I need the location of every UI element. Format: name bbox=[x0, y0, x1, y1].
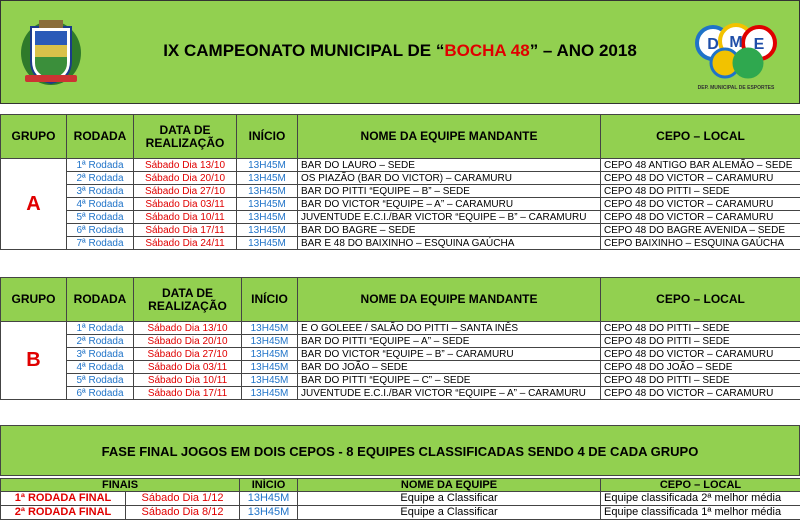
final-round-label: 2ª RODADA FINAL bbox=[1, 506, 126, 520]
col-data-header: DATA DE REALIZAÇÃO bbox=[134, 115, 237, 159]
final-round-label: 1ª RODADA FINAL bbox=[1, 492, 126, 506]
team-cell: BAR DO VICTOR “EQUIPE – B” – CARAMURU bbox=[298, 348, 601, 361]
rodada-cell: 4ª Rodada bbox=[67, 198, 134, 211]
col-grupo-header: GRUPO bbox=[1, 278, 67, 322]
rodada-cell: 1ª Rodada bbox=[67, 159, 134, 172]
col-finais-header: FINAIS bbox=[1, 479, 240, 492]
time-cell: 13H45M bbox=[237, 224, 298, 237]
team-cell: Equipe a Classificar bbox=[298, 506, 601, 520]
final-table bbox=[0, 478, 800, 520]
team-cell: BAR DO JOÃO – SEDE bbox=[298, 361, 601, 374]
col-cepo-header: CEPO – LOCAL bbox=[601, 278, 800, 322]
dme-letter-m: M bbox=[729, 34, 743, 51]
team-cell: BAR E 48 DO BAIXINHO – ESQUINA GAÚCHA bbox=[298, 237, 601, 250]
cepo-cell: CEPO BAIXINHO – ESQUINA GAÚCHA bbox=[601, 237, 800, 250]
table-row bbox=[1, 185, 800, 198]
cepo-cell: CEPO 48 DO PITTI – SEDE bbox=[601, 374, 800, 387]
dme-letter-e: E bbox=[753, 36, 765, 53]
rodada-cell: 2ª Rodada bbox=[67, 335, 134, 348]
title-highlight: BOCHA 48 bbox=[444, 41, 530, 60]
team-cell: BAR DO LAURO – SEDE bbox=[298, 159, 601, 172]
time-cell: 13H45M bbox=[242, 335, 298, 348]
group-b-header-row bbox=[1, 278, 800, 322]
page-title bbox=[1, 41, 799, 61]
table-row bbox=[1, 387, 800, 400]
date-cell: Sábado Dia 8/12 bbox=[126, 506, 240, 520]
table-row bbox=[1, 237, 800, 250]
team-cell: BAR DO PITTI “EQUIPE – A” – SEDE bbox=[298, 335, 601, 348]
cepo-cell: CEPO 48 DO VICTOR – CARAMURU bbox=[601, 348, 800, 361]
col-rodada-header: RODADA bbox=[67, 115, 134, 159]
final-row bbox=[1, 492, 800, 506]
time-cell: 13H45M bbox=[242, 322, 298, 335]
cepo-cell: CEPO 48 DO VICTOR – CARAMURU bbox=[601, 172, 800, 185]
title-suffix: ” – ANO 2018 bbox=[529, 41, 637, 60]
date-cell: Sábado Dia 10/11 bbox=[134, 374, 242, 387]
col-inicio-header: INÍCIO bbox=[240, 479, 298, 492]
table-row bbox=[1, 374, 800, 387]
cepo-cell: CEPO 48 DO PITTI – SEDE bbox=[601, 185, 800, 198]
group-b-body bbox=[1, 322, 800, 400]
cepo-cell: CEPO 48 DO VICTOR – CARAMURU bbox=[601, 198, 800, 211]
time-cell: 13H45M bbox=[237, 198, 298, 211]
rodada-cell: 4ª Rodada bbox=[67, 361, 134, 374]
date-cell: Sábado Dia 03/11 bbox=[134, 198, 237, 211]
table-row bbox=[1, 348, 800, 361]
cepo-cell: CEPO 48 ANTIGO BAR ALEMÃO – SEDE bbox=[601, 159, 800, 172]
final-header-row bbox=[1, 479, 800, 492]
time-cell: 13H45M bbox=[242, 348, 298, 361]
cepo-cell: Equipe classificada 1ª melhor média bbox=[601, 506, 800, 520]
date-cell: Sábado Dia 27/10 bbox=[134, 185, 237, 198]
col-cepo-header: CEPO – LOCAL bbox=[601, 479, 800, 492]
time-cell: 13H45M bbox=[242, 361, 298, 374]
table-row bbox=[1, 335, 800, 348]
col-inicio-header: INÍCIO bbox=[237, 115, 298, 159]
rodada-cell: 5ª Rodada bbox=[67, 211, 134, 224]
col-equipe-header: NOME DA EQUIPE MANDANTE bbox=[298, 115, 601, 159]
time-cell: 13H45M bbox=[237, 172, 298, 185]
cepo-cell: CEPO 48 DO PITTI – SEDE bbox=[601, 335, 800, 348]
table-row bbox=[1, 224, 800, 237]
table-row bbox=[1, 211, 800, 224]
final-phase-banner: FASE FINAL JOGOS EM DOIS CEPOS - 8 EQUIPES CLASSIFICADAS SENDO 4 DE CADA GRUPO bbox=[0, 425, 800, 476]
col-cepo-header: CEPO – LOCAL bbox=[601, 115, 800, 159]
header-banner bbox=[0, 0, 800, 104]
date-cell: Sábado Dia 27/10 bbox=[134, 348, 242, 361]
time-cell: 13H45M bbox=[237, 211, 298, 224]
cepo-cell: CEPO 48 DO VICTOR – CARAMURU bbox=[601, 211, 800, 224]
group-a-header-row bbox=[1, 115, 800, 159]
date-cell: Sábado Dia 20/10 bbox=[134, 172, 237, 185]
team-cell: Equipe a Classificar bbox=[298, 492, 601, 506]
team-cell: BAR DO PITTI “EQUIPE – C” – SEDE bbox=[298, 374, 601, 387]
rodada-cell: 6ª Rodada bbox=[67, 224, 134, 237]
table-row bbox=[1, 159, 800, 172]
group-a-body bbox=[1, 159, 800, 250]
time-cell: 13H45M bbox=[240, 506, 298, 520]
time-cell: 13H45M bbox=[242, 387, 298, 400]
date-cell: Sábado Dia 17/11 bbox=[134, 387, 242, 400]
team-cell: E O GOLEEE / SALÃO DO PITTI – SANTA INÊS bbox=[298, 322, 601, 335]
team-cell: JUVENTUDE E.C.I./BAR VICTOR “EQUIPE – B” – CARAMURU bbox=[298, 211, 601, 224]
time-cell: 13H45M bbox=[237, 159, 298, 172]
table-row bbox=[1, 322, 800, 335]
rodada-cell: 7ª Rodada bbox=[67, 237, 134, 250]
date-cell: Sábado Dia 17/11 bbox=[134, 224, 237, 237]
team-cell: BAR DO BAGRE – SEDE bbox=[298, 224, 601, 237]
cepo-cell: CEPO 48 DO VICTOR – CARAMURU bbox=[601, 387, 800, 400]
team-cell: BAR DO PITTI “EQUIPE – B” – SEDE bbox=[298, 185, 601, 198]
cepo-cell: Equipe classificada 2ª melhor média bbox=[601, 492, 800, 506]
title-prefix: IX CAMPEONATO MUNICIPAL DE “ bbox=[163, 41, 445, 60]
rodada-cell: 3ª Rodada bbox=[67, 185, 134, 198]
time-cell: 13H45M bbox=[237, 237, 298, 250]
rodada-cell: 1ª Rodada bbox=[67, 322, 134, 335]
cepo-cell: CEPO 48 DO PITTI – SEDE bbox=[601, 322, 800, 335]
date-cell: Sábado Dia 10/11 bbox=[134, 211, 237, 224]
date-cell: Sábado Dia 24/11 bbox=[134, 237, 237, 250]
rodada-cell: 3ª Rodada bbox=[67, 348, 134, 361]
rodada-cell: 2ª Rodada bbox=[67, 172, 134, 185]
col-equipe-header: NOME DA EQUIPE MANDANTE bbox=[298, 278, 601, 322]
group-a-table bbox=[0, 114, 800, 250]
final-row bbox=[1, 506, 800, 520]
table-row bbox=[1, 198, 800, 211]
col-equipe-header: NOME DA EQUIPE bbox=[298, 479, 601, 492]
table-row bbox=[1, 172, 800, 185]
team-cell: JUVENTUDE E.C.I./BAR VICTOR “EQUIPE – A” – CARAMURU bbox=[298, 387, 601, 400]
table-row bbox=[1, 361, 800, 374]
dme-letter-d: D bbox=[707, 36, 719, 53]
cepo-cell: CEPO 48 DO JOÃO – SEDE bbox=[601, 361, 800, 374]
date-cell: Sábado Dia 13/10 bbox=[134, 159, 237, 172]
time-cell: 13H45M bbox=[237, 185, 298, 198]
cepo-cell: CEPO 48 DO BAGRE AVENIDA – SEDE bbox=[601, 224, 800, 237]
date-cell: Sábado Dia 20/10 bbox=[134, 335, 242, 348]
dme-subtitle: DEP. MUNICIPAL DE ESPORTES bbox=[697, 85, 775, 91]
group-label: A bbox=[1, 159, 67, 250]
col-grupo-header: GRUPO bbox=[1, 115, 67, 159]
group-label: B bbox=[1, 322, 67, 400]
rodada-cell: 5ª Rodada bbox=[67, 374, 134, 387]
time-cell: 13H45M bbox=[242, 374, 298, 387]
group-b-table bbox=[0, 277, 800, 400]
team-cell: OS PIAZÃO (BAR DO VICTOR) – CARAMURU bbox=[298, 172, 601, 185]
date-cell: Sábado Dia 03/11 bbox=[134, 361, 242, 374]
col-data-header: DATA DE REALIZAÇÃO bbox=[134, 278, 242, 322]
dme-logo-icon bbox=[691, 19, 781, 89]
date-cell: Sábado Dia 13/10 bbox=[134, 322, 242, 335]
final-body bbox=[1, 492, 800, 520]
col-rodada-header: RODADA bbox=[67, 278, 134, 322]
date-cell: Sábado Dia 1/12 bbox=[126, 492, 240, 506]
col-inicio-header: INÍCIO bbox=[242, 278, 298, 322]
team-cell: BAR DO VICTOR “EQUIPE – A” – CARAMURU bbox=[298, 198, 601, 211]
rodada-cell: 6ª Rodada bbox=[67, 387, 134, 400]
time-cell: 13H45M bbox=[240, 492, 298, 506]
